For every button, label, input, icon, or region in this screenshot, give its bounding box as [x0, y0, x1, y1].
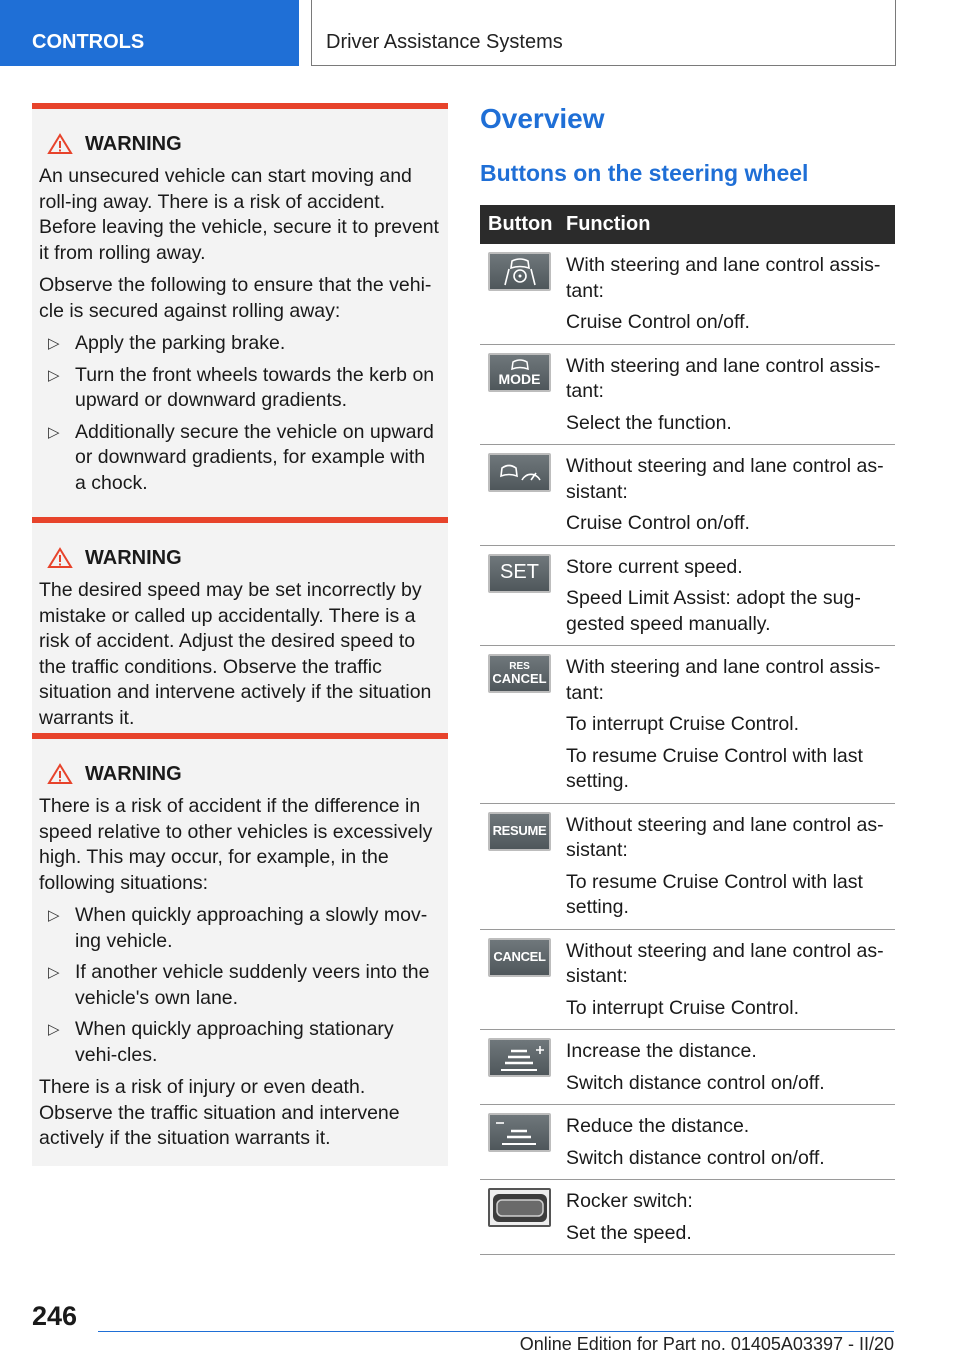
function-text: To interrupt Cruise Control. — [566, 713, 800, 735]
table-row — [480, 1030, 895, 1105]
table-row — [480, 545, 895, 646]
function-text: Without steering and lane control as-sistant: — [566, 813, 884, 861]
set-button-icon: SET — [488, 554, 551, 593]
section-heading: Overview — [480, 103, 605, 134]
triangle-bullet-icon: ▷ — [48, 335, 60, 352]
function-text: To interrupt Cruise Control. — [566, 996, 800, 1019]
cruise-speedometer-icon — [488, 453, 551, 492]
table-row — [480, 344, 895, 445]
page-number: 246 — [32, 1301, 78, 1331]
function-text: Select the function. — [566, 411, 732, 434]
resume-button-icon: RESUME — [488, 812, 551, 851]
chapter-title: Driver Assistance Systems — [311, 0, 896, 66]
function-text: Switch distance control on/off. — [566, 1071, 825, 1094]
triangle-bullet-icon: ▷ — [48, 1021, 60, 1038]
function-text: Cruise Control on/off. — [566, 311, 750, 333]
list-item: ▷ If another vehicle suddenly veers into the vehicle's own lane. — [48, 961, 430, 1009]
list-item: ▷ Turn the front wheels towards the kerb on upward or downward gradients. — [48, 363, 435, 411]
function-text: Cruise Control on/off. — [566, 512, 750, 534]
triangle-bullet-icon: ▷ — [48, 423, 60, 441]
function-text: Set the speed. — [566, 1221, 692, 1244]
buttons-table — [480, 205, 895, 1255]
column-header-button: Button — [480, 205, 560, 244]
table-row — [480, 1105, 895, 1180]
list-item: ▷ Additionally secure the vehicle on upward or downward gradients, for example with a chock. — [48, 420, 434, 494]
warning-heading: WARNING — [39, 763, 440, 785]
warning-heading: WARNING — [39, 133, 440, 155]
table-row — [480, 929, 895, 1030]
warning-triangle-icon — [47, 763, 73, 785]
distance-increase-icon — [488, 1038, 551, 1077]
function-text: Store current speed. — [566, 555, 743, 578]
function-text: Increase the distance. — [566, 1040, 757, 1062]
warning-text: There is a risk of injury or even death. Observe the traffic situation and intervene actively if the situation warrants it. — [39, 1076, 400, 1149]
function-text: Speed Limit Assist: adopt the sug-gested speed manually. — [566, 587, 861, 635]
list-item: ▷ When quickly approaching stationary vehi-cles. — [48, 1018, 394, 1066]
function-text: Switch distance control on/off. — [566, 1146, 825, 1169]
function-text: With steering and lane control assis-tant: — [566, 656, 881, 704]
function-text: Without steering and lane control as-sistant: — [566, 939, 884, 987]
distance-decrease-icon — [488, 1113, 551, 1152]
warning-text: The desired speed may be set incorrectly by mistake or called up accidentally. There is a risk of accident. Adjust the desired speed to the traffic conditions. Observe the traffic situation and intervene actively if the situation warrants it. — [39, 579, 432, 729]
bullet-list — [39, 331, 440, 496]
warning-triangle-icon — [47, 547, 73, 569]
column-header-function: Function — [560, 205, 895, 244]
function-text: Rocker switch: — [566, 1190, 693, 1212]
table-row — [480, 445, 895, 546]
cancel-button-icon: CANCEL — [488, 938, 551, 977]
warning-box-desired-speed — [32, 517, 448, 745]
function-text: With steering and lane control assis-tant: — [566, 354, 881, 402]
function-text: With steering and lane control assis-tant: — [566, 254, 881, 302]
warning-heading: WARNING — [39, 547, 440, 569]
triangle-bullet-icon: ▷ — [48, 366, 60, 384]
table-row — [480, 803, 895, 929]
table-row — [480, 646, 895, 804]
cruise-steering-icon — [488, 252, 551, 291]
warning-box-rolling-away — [32, 103, 448, 517]
triangle-bullet-icon: ▷ — [48, 964, 60, 981]
warning-text: There is a risk of accident if the difference in speed relative to other vehicles is excessively high. This may occur, for example, in the following situations: — [39, 795, 433, 894]
function-text: To resume Cruise Control with last setting. — [566, 870, 863, 918]
warning-text: An unsecured vehicle can start moving and roll-ing away. There is a risk of accident. Before leaving the vehicle, secure it to prevent it from rolling away. — [39, 165, 439, 264]
table-header-row — [480, 205, 895, 244]
table-row — [480, 244, 895, 344]
edition-note: Online Edition for Part no. 01405A03397 - II/20 — [519, 1334, 894, 1354]
warning-triangle-icon — [47, 133, 73, 155]
warning-text: Observe the following to ensure that the vehi-cle is secured against rolling away: — [39, 274, 432, 322]
list-item: ▷ Apply the parking brake. — [39, 331, 440, 357]
section-tab: CONTROLS — [0, 0, 299, 66]
list-item: ▷ When quickly approaching a slowly mov-ing vehicle. — [48, 904, 428, 952]
table-row — [480, 1180, 895, 1255]
bullet-list — [39, 903, 440, 1068]
function-text: Reduce the distance. — [566, 1115, 750, 1137]
function-text: To resume Cruise Control with last setting. — [566, 744, 863, 792]
function-text: Without steering and lane control as-sistant: — [566, 455, 884, 503]
res-cancel-button-icon: RES CANCEL — [488, 654, 551, 693]
triangle-bullet-icon: ▷ — [48, 907, 60, 924]
warning-box-speed-difference — [32, 733, 448, 1166]
mode-button-icon: MODE — [488, 353, 551, 392]
rocker-switch-icon — [488, 1188, 551, 1227]
subsection-heading: Buttons on the steering wheel — [480, 160, 809, 186]
